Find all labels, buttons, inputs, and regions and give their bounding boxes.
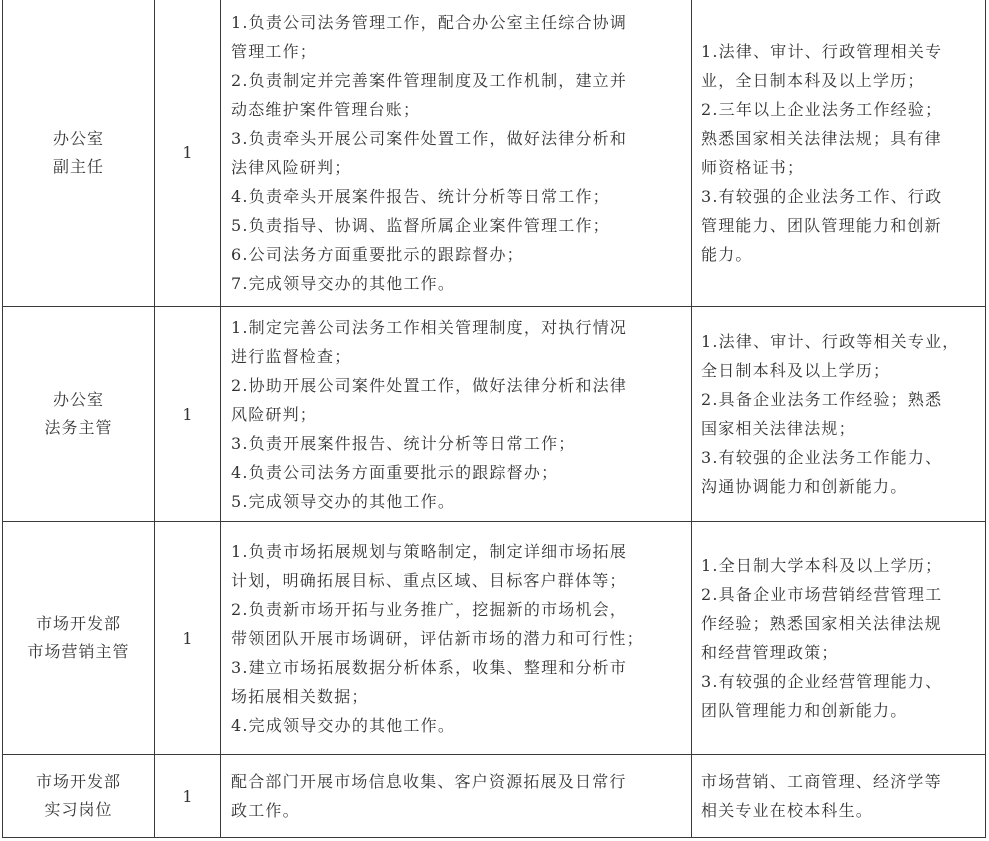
requirement-line: 市场营销、工商管理、经济学等 bbox=[701, 772, 942, 791]
table-row bbox=[3, 522, 986, 755]
duty-line: 带领团队开展市场调研，评估新市场的潜力和可行性； bbox=[231, 628, 644, 648]
position-title: 副主任 bbox=[52, 156, 104, 176]
duty-line: 2.负责新市场开拓与业务推广，挖掘新的市场机会， bbox=[231, 599, 628, 619]
position-title: 实习岗位 bbox=[44, 800, 113, 819]
headcount-cell: 1 bbox=[155, 755, 221, 838]
position-title: 法务主管 bbox=[44, 418, 113, 437]
duty-line: 6.公司法务方面重要批示的跟踪督办； bbox=[231, 244, 524, 264]
requirement-line: 能力。 bbox=[701, 244, 753, 264]
duty-line: 1.负责公司法务管理工作，配合办公室主任综合协调 bbox=[231, 12, 628, 32]
duties-cell bbox=[221, 522, 692, 755]
requirement-line: 2.具备企业法务工作经验；熟悉 bbox=[701, 390, 943, 409]
duty-line: 3.负责牵头开展公司案件处置工作，做好法律分析和 bbox=[231, 128, 628, 148]
duty-line: 配合部门开展市场信息收集、客户资源拓展及日常行 bbox=[231, 772, 627, 791]
duty-line: 4.负责牵头开展案件报告、统计分析等日常工作； bbox=[231, 186, 610, 206]
duty-line: 4.完成领导交办的其他工作。 bbox=[231, 715, 456, 735]
position-cell bbox=[3, 522, 155, 755]
requirement-line: 3.有较强的企业经营管理能力、 bbox=[701, 672, 943, 691]
position-title: 市场营销主管 bbox=[27, 642, 130, 661]
requirement-line: 和经营管理政策； bbox=[701, 643, 839, 662]
table-row bbox=[3, 307, 986, 522]
duty-line: 进行监督检查； bbox=[231, 346, 352, 366]
position-department: 市场开发部 bbox=[35, 614, 121, 633]
requirement-line: 国家相关法律法规； bbox=[701, 419, 856, 438]
position-cell bbox=[3, 0, 155, 307]
duty-line: 法律风险研判； bbox=[231, 157, 352, 177]
requirement-line: 相关专业在校本科生。 bbox=[701, 801, 874, 820]
requirement-line: 1.全日制大学本科及以上学历； bbox=[701, 556, 943, 575]
requirement-line: 1.法律、审计、行政管理相关专 bbox=[701, 41, 943, 61]
duty-line: 2.负责制定并完善案件管理制度及工作机制，建立并 bbox=[231, 70, 628, 90]
position-cell bbox=[3, 307, 155, 522]
requirement-line: 3.有较强的企业法务工作能力、 bbox=[701, 448, 943, 467]
duty-line: 3.建立市场拓展数据分析体系，收集、整理和分析市 bbox=[231, 657, 628, 677]
requirements-cell bbox=[692, 755, 986, 838]
duty-line: 2.协助开展公司案件处置工作，做好法律分析和法律 bbox=[231, 375, 628, 395]
position-department: 办公室 bbox=[52, 390, 104, 409]
requirement-line: 熟悉国家相关法律法规；具有律 bbox=[701, 128, 942, 148]
duty-line: 1.制定完善公司法务工作相关管理制度，对执行情况 bbox=[231, 317, 628, 337]
position-department: 办公室 bbox=[52, 128, 104, 148]
duty-line: 计划，明确拓展目标、重点区域、目标客户群体等； bbox=[231, 570, 627, 590]
table-row bbox=[3, 0, 986, 307]
duty-line: 1.负责市场拓展规划与策略制定，制定详细市场拓展 bbox=[231, 541, 628, 561]
duty-line: 4.负责公司法务方面重要批示的跟踪督办； bbox=[231, 462, 559, 482]
duty-line: 政工作。 bbox=[231, 801, 300, 820]
requirements-cell bbox=[692, 522, 986, 755]
duty-line: 5.完成领导交办的其他工作。 bbox=[231, 491, 456, 511]
requirement-line: 2.具备企业市场营销经营管理工 bbox=[701, 585, 943, 604]
duty-line: 3.负责开展案件报告、统计分析等日常工作； bbox=[231, 433, 576, 453]
requirement-line: 师资格证书； bbox=[701, 157, 805, 177]
position-cell bbox=[3, 755, 155, 838]
duty-line: 5.负责指导、协调、监督所属企业案件管理工作； bbox=[231, 215, 610, 235]
position-department: 市场开发部 bbox=[35, 772, 121, 791]
headcount-cell: 1 bbox=[155, 307, 221, 522]
headcount-cell: 1 bbox=[155, 0, 221, 307]
requirement-line: 沟通协调能力和创新能力。 bbox=[701, 477, 908, 496]
requirement-line: 业，全日制本科及以上学历； bbox=[701, 70, 925, 90]
requirement-line: 全日制本科及以上学历； bbox=[701, 361, 891, 380]
requirement-line: 作经验；熟悉国家相关法律法规 bbox=[701, 614, 942, 633]
duty-line: 场拓展相关数据； bbox=[231, 686, 369, 706]
duty-line: 动态维护案件管理台账； bbox=[231, 99, 421, 119]
job-requirements-table bbox=[2, 0, 986, 838]
duty-line: 风险研判； bbox=[231, 404, 318, 424]
requirement-line: 1.法律、审计、行政等相关专业， bbox=[701, 332, 960, 351]
duties-cell bbox=[221, 755, 692, 838]
duties-cell bbox=[221, 307, 692, 522]
requirement-line: 团队管理能力和创新能力。 bbox=[701, 701, 908, 720]
requirement-line: 3.有较强的企业法务工作、行政 bbox=[701, 186, 943, 206]
requirement-line: 管理能力、团队管理能力和创新 bbox=[701, 215, 942, 235]
duties-cell bbox=[221, 0, 692, 307]
duty-line: 管理工作； bbox=[231, 41, 318, 61]
headcount-cell: 1 bbox=[155, 522, 221, 755]
table-row bbox=[3, 755, 986, 838]
duty-line: 7.完成领导交办的其他工作。 bbox=[231, 273, 456, 293]
requirements-cell bbox=[692, 307, 986, 522]
requirement-line: 2.三年以上企业法务工作经验； bbox=[701, 99, 943, 119]
requirements-cell bbox=[692, 0, 986, 307]
